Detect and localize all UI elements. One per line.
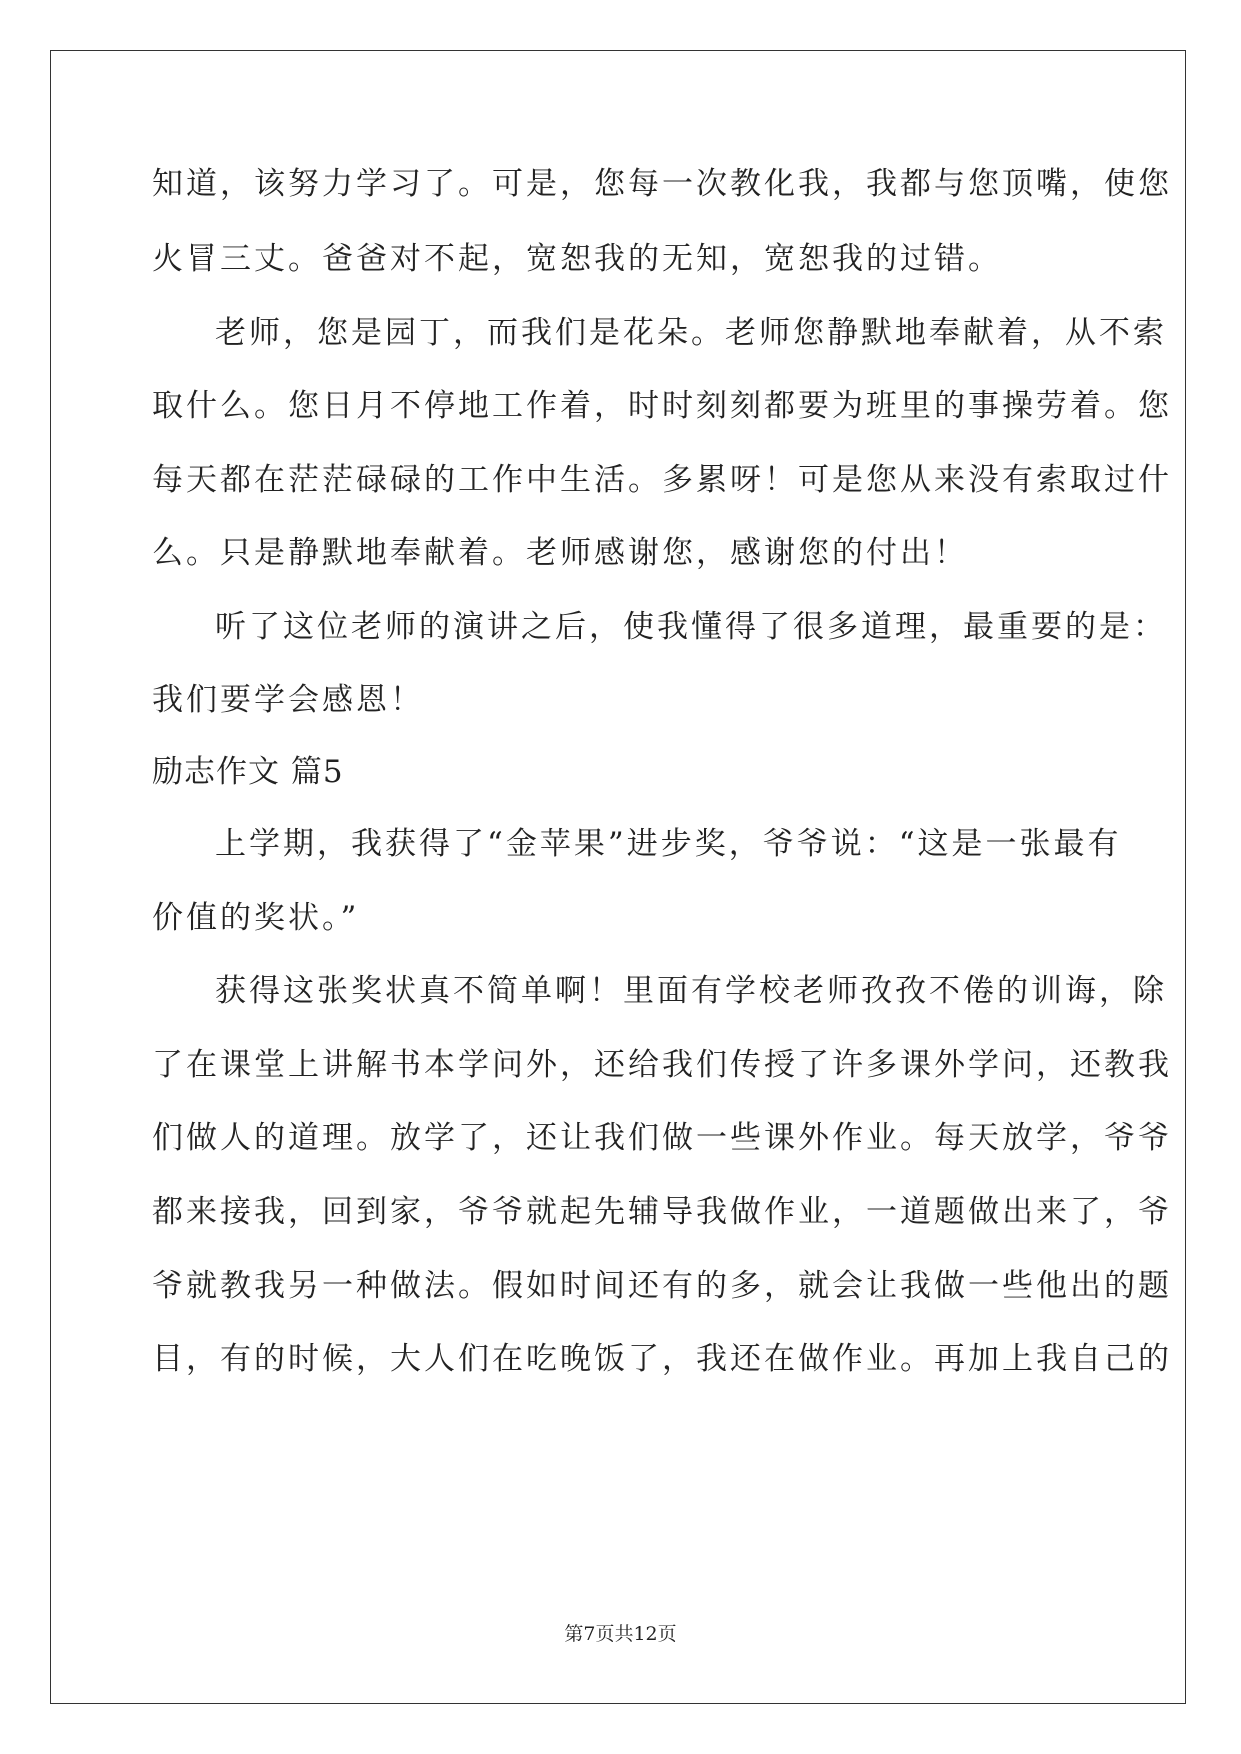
- paragraph-start-line: 获得这张奖状真不简单啊！里面有学校老师孜孜不倦的训诲，除: [215, 973, 1167, 1009]
- section-heading: 励志作文 篇5: [152, 754, 344, 790]
- text-line: 价值的奖状。”: [152, 900, 360, 936]
- text-line: 我们要学会感恩！: [152, 682, 424, 718]
- text-line: 们做人的道理。放学了，还让我们做一些课外作业。每天放学，爷爷: [152, 1120, 1172, 1156]
- paragraph-start-line: 老师，您是园丁，而我们是花朵。老师您静默地奉献着，从不索: [215, 315, 1167, 351]
- text-line: 么。只是静默地奉献着。老师感谢您，感谢您的付出！: [152, 535, 968, 571]
- text-line: 火冒三丈。爸爸对不起，宽恕我的无知，宽恕我的过错。: [152, 241, 1002, 277]
- page-footer: [0, 1622, 1241, 1646]
- page-number: 第7页: [564, 1623, 615, 1645]
- paragraph-start-line: 听了这位老师的演讲之后，使我懂得了很多道理，最重要的是：: [215, 609, 1167, 645]
- text-line: 爷就教我另一种做法。假如时间还有的多，就会让我做一些他出的题: [152, 1268, 1172, 1304]
- text-line: 目，有的时候，大人们在吃晚饭了，我还在做作业。再加上我自己的: [152, 1341, 1172, 1377]
- paragraph-start-line: 上学期，我获得了“金苹果”进步奖，爷爷说：“这是一张最有: [215, 826, 1122, 862]
- text-line: 都来接我，回到家，爷爷就起先辅导我做作业，一道题做出来了，爷: [152, 1194, 1172, 1230]
- page-total: 共12页: [614, 1623, 677, 1645]
- page-border: [50, 50, 1186, 1704]
- text-line: 了在课堂上讲解书本学问外，还给我们传授了许多课外学问，还教我: [152, 1047, 1172, 1083]
- text-line: 取什么。您日月不停地工作着，时时刻刻都要为班里的事操劳着。您: [152, 388, 1172, 424]
- text-line: 知道，该努力学习了。可是，您每一次教化我，我都与您顶嘴，使您: [152, 166, 1172, 202]
- text-line: 每天都在茫茫碌碌的工作中生活。多累呀！可是您从来没有索取过什: [152, 462, 1172, 498]
